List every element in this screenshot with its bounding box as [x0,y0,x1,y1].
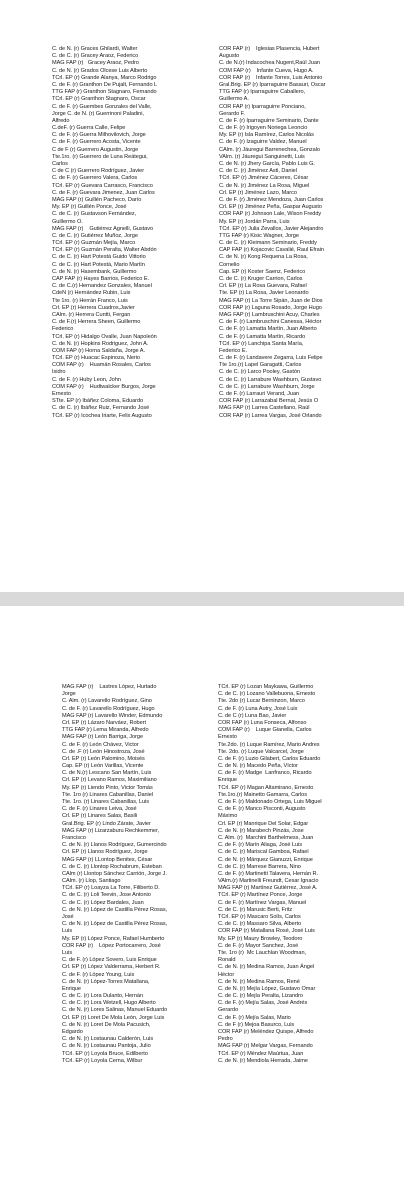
list-line: CAlm (r) Llontop Sánchez Carrión, Jorge J. [62,870,167,877]
list-line: MAG FAP (r) Guillén Pacheco, Darío [52,196,142,203]
list-line: C. de C. (r) Lora Wetzell, Hugo Alberto [62,1000,156,1007]
list-line: C. de N. (r) Jiménez La Rosa, Miguel [219,182,310,189]
list-line: TCrl. EP (r) Guzmán Peralta, Walter Abdón [52,247,157,254]
list-line: Tte.1ro. (r) Guerrero de Luna Reátegui, [52,153,148,160]
list-line: C. de C. (r) Ibáñez Ruiz, Fernando José [52,405,150,412]
list-line: C. de .F (r) León Hinostroza, José [62,748,145,755]
list-line: C. de N. (r) Medina Ramos, Juan Ángel [218,964,315,971]
list-line: COM FAP (r) Hudtwalcker Burgos, Jorge [52,383,156,390]
list-line: COR FAP (r) López Portocarrero, José [62,942,161,949]
list-line: COR FAP (r) Larrazabal Bernal, Jesús O [219,398,319,405]
list-line: My. EP (r) Maury Browley, Teodoro [218,935,303,942]
list-line: C. de F. (r) Granthon De Pujalt, Fernando L [52,81,158,88]
list-line: C. de N. (r) López de Castilla Pérez Rosas, [62,921,168,928]
list-line: TCrl. EP (r) Magan Altamirano, Ernesto [218,784,314,791]
list-line: C. de N. (r) Mendiola Herrada, Jaime [218,1057,308,1064]
list-line: C. de C. (r) Larco Pooley, Gastón [219,369,300,376]
list-line: Cap. EP (r) León Varillas, Vicente [62,763,144,770]
list-line: TCrl. EP (r) Hidalgo Ovalle, Juan Napoleón [52,333,157,340]
list-line: Guillermo A. [219,96,249,103]
list-line: Isidro [52,369,66,376]
list-line: C. de F. (r) Linares Leiva, José [62,806,137,813]
list-line: C. de N. (r) Lostaunau Pantoja, Julio [62,1043,151,1050]
list-line: Tte.1ro.(r) Mainetto Gamarra, Carlos [218,791,307,798]
list-line: C. de F. (r) León Chávez, Victor [62,741,139,748]
list-line: C. de F. (r) Mayor Sanchez, José [218,942,299,949]
list-line: Crl. EP (r) Lázaro Narváez, Robert [62,719,146,726]
list-line: Crl. EP (r) León Palomino, Moisés [62,755,145,762]
list-line: TCrl. EP (r) Loayza La Torre, Filiberto D. [62,885,160,892]
list-line: TCrl. EP (r) Loyola Cerna, Wilbur [62,1057,143,1064]
list-line: TCrl. EP (r) Icochea Iriarte, Felix Augusto [52,412,152,419]
list-line: Guillermo O. [52,218,83,225]
list-line: C. de C. (r) López Bardales, Juan [62,899,144,906]
list-line: MAG FAP (r) Martínez Gutiérrez, José A. [218,885,318,892]
list-line: C. de C. (r) Mejía Peralta, Lizandro [218,993,303,1000]
list-line: STte. EP (r) Ibáñez Coloma, Eduardo [52,398,144,405]
list-line: CAP FAP (r) Kojacovic Cavalié, Raul Efrain [219,247,324,254]
list-line: C. de F. (r) Guerra Milhovilovich, Jorge [52,132,146,139]
list-line: TCrl. EP (r) Granthon Stagnaro, Oscar [52,96,146,103]
list-line: C. de N. (r) Loret De Mola Pacusich, [62,1021,151,1028]
list-line: Crl. EP (r) Jiménez Lazo, Marco [219,189,297,196]
list-line: COM FAP (r) Horna Saldaña, Jorge A. [52,347,145,354]
list-line: C de F (r) Guerrero Augustin, Jorge [52,146,139,153]
list-line: C. de F. (r) Lamatta Martín, Juan Alberto [219,326,317,333]
list-line: TCrl. EP (r) Martínez Ponce, Jorge [218,892,303,899]
list-line: COR FAP (r) Iglesias Plasencia, Hubert [219,46,320,52]
list-line: C. de F. (r) Irigoyen Noriega Leoncio [219,125,308,132]
list-line: C. de C (r) Luna Bao, Javier [218,712,287,719]
list-line: TTG FAP (r) Iparraguirre Caballero, [219,89,306,96]
list-line: Enrique [62,985,81,992]
list-line: Crl. EP (r) Llanos Rodríguez, Jorge [62,849,148,856]
name-list-column-left [52,46,220,420]
list-line: COM FAP (r) Infante Cueva, Hugo A. [219,67,314,74]
list-line: CAlm. (r) Herrera Cuntti, Fergan [52,311,131,318]
list-line: MAG FAP (r) Larrea Castellano, Raúl [219,405,310,412]
list-line: TCrl. EP (r) Julia Zevallos, Javier Alejandro [219,225,324,232]
list-line: Crl. EP (r) Linares Salas, Basili [62,813,138,820]
list-line: C. de F. (r) Lambruschini Canessa, Héctor [219,319,322,326]
list-line: C. de N. (r) Grados Olcese Luis Alberto [52,67,148,74]
list-line: Crl. EP (r) López Valderrama, Herbert R. [62,964,161,971]
list-line: TCrl. EP (r) Mascaro Solís, Carlos [218,914,301,920]
list-line: Crl. EP (r) La Rosa Guevara, Rafael [219,283,307,290]
list-line: C. de C.(r) Hernandez Gonzales, Manuel [52,283,152,290]
list-line: MAG FAP (r) Gutiérrez Agnelli, Gustavo [52,225,154,232]
list-line: TTG FAP (r) Granthon Stagnaro, Fernando [52,89,157,96]
list-line: Tte. 1ro (r) Mc Lauchlan Woodman, [218,949,307,956]
list-line: TCrl. EP (r) Huacac Espinoza, Nerio [52,355,140,362]
list-line: C.deF. (r) Guerra Calle, Felipe [52,125,126,132]
list-line: COR FAP (r) Meléndez Quispe, Alfredo [218,1029,314,1035]
list-line: Crl. EP (r) Jiménez Peña, Gaspar Augusto [219,204,322,211]
list-line: Tte. 1ro (r) Linares Cabanillas, Daniel [62,791,154,798]
list-line: Ernesto [218,734,237,741]
list-line: MAG FAP (r) Lizarzaburu Rechkemmer, [62,827,159,834]
list-line: CAP FAP (r) Hayes Barrios, Federico E. [52,276,150,282]
list-line: C. de C. (r) Jiménez Asti, Daniel [219,168,297,175]
list-line: C. de F. (r) Mejía Salas, Mario [218,1014,291,1021]
list-line: C. de C. (r) Hart Potestá, Mario Martín [52,261,145,268]
list-line: TCrl. EP (r) Grande Alanya, Marco Rodrigo [52,74,157,81]
list-line: TCrl. EP (r) Guzmán Mejía, Marco [52,240,136,247]
list-line: TCrl. EP (r) Lanchipa Santa María, [219,340,304,347]
list-line: C. de C. (r) Kleimann Seminario, Freddy [219,240,317,247]
list-line: TCrl. EP (r) Jiménez Cáceres, César [219,175,309,182]
list-line: COR FAP (r) Larrea Vargas, José Orlando [219,412,322,419]
list-line: Luis [62,928,73,935]
list-line: Augusto [219,53,240,60]
list-line: C. de F. (r) Manco Pisconti, Augusto [218,806,306,813]
name-list-column-left [62,684,208,1065]
list-line: C. de C. (r) Lozano Vallebuona, Ernesto [218,691,316,698]
list-line: C. Alm. (r) Marchini Barthelmess, Juan [218,834,314,841]
list-line: My. EP (r) Jordán Parra, Luis [219,218,290,225]
list-line: C. de N. (r) Macedo Peña, Víctor [218,763,298,770]
list-line: C. de F. (r) Landavere Zegarra, Luis Felipe [219,355,323,362]
list-line: C. de N. (r) Mejía López, Gustavo Omar [218,985,316,992]
list-line: C. de F. (r) Luzio Gilabert, Carlos Eduardo [218,755,321,762]
document-page-top [0,0,404,592]
list-line: TCrl. EP (r) Loyola Bruce, Edilberto [62,1050,148,1057]
list-line: C. de N. (r) Marabech Pinzás, Jose [218,827,304,834]
list-line: C de C (r) Guerrero Rodríguez, Javier [52,168,145,175]
list-line: C. Alm. (r) Lavarello Rodríguez, Gino [62,698,152,705]
list-line: Tte 1ro. (r) Herrán Franco, Luis [52,297,128,304]
list-line: TCrl. EP (r) Lozan Maykawa, Guillermo [218,684,314,690]
list-line: COR FAP (r) Infante Torres, Luis Antonio [219,74,323,81]
list-line: TCrl. EP (r) Guevara Carrasco, Francisco [52,182,153,189]
list-line: Jorge C. de N. (r) Guerrinoni Paladini, [52,110,144,117]
list-line: C. de N. (r) Lostaunau Calderón, Luis [62,1036,154,1043]
list-line: C. de C. (r) Marusic Berti, Fritz [218,906,293,913]
list-line: Federico [52,326,74,333]
list-line: Pedro [218,1036,233,1043]
list-line: C. de N. (r) López-Torres Matallana, [62,978,150,985]
list-line: C. de N. (r) Kong Requena La Rosa, [219,254,308,261]
list-line: C. de N. (r) López de Castilla Pérez Rosas, [62,906,168,913]
list-line: C. de C. (r) Gustavson Fernández, [52,211,137,218]
list-line: MAG FAP (r) LLontop Benites, César [62,856,153,863]
list-line: Gral.Brig. EP (r) Iparraguirre Basauri, Oscar [219,81,326,88]
list-line: CAlm. (r) Jáuregui Barrenechea, Gonzalo [219,146,320,153]
list-line: MAG FAP (r) León Barriga, Jorge [62,734,144,741]
list-line: CdeN (r) Hernández Rubin, Luis [52,290,131,297]
list-line: My. EP (r) Liendo Pinto, Victor Tomás [62,784,153,791]
list-line: C. de C. (r) Lora Dulanto, Hernán [62,993,144,1000]
list-line: C. de F. (r) Guerrero Acosta, Vicente [52,139,141,146]
list-line: C. de F. (r) López Sovero, Luis Enrique [62,957,157,964]
list-line: VAlm.(r) Martinelli Freundt, Cesar Ignacio [218,878,319,885]
document-page-bottom [0,606,404,1200]
list-line: Ernesto [52,391,71,397]
list-line: C. de C. (r) Hart Potestá Guido Vittorio [52,254,146,261]
list-line: TTG FAP (r) Kisic Wagner, Jorge [219,232,299,239]
list-line: MAG FAP (r) Gracey Araoz, Pedro [52,60,139,67]
list-line: Luis [62,949,73,956]
list-line: Cornelio [219,261,240,268]
list-line: Edgardo [62,1029,83,1035]
list-line: C. de F. (r) Guembes Gonzales del Valle, [52,103,152,110]
list-line: C. de N.(r) Indacochea Nugent,Raúl Juan [219,60,320,67]
list-line: C. de N. (r) Jhery García, Pablo Luis G. [219,161,315,167]
list-line: C. de N.(r) Lescano San Martín, Luis [62,770,152,777]
list-line: C. de N. (r) Medina Ramos, René [218,978,300,985]
list-line: Tte. EP (r) La Rosa, Javier Leonardo [219,290,309,297]
list-line: C. de C. (r) Mariscal Gamboa, Rafael [218,849,309,856]
list-line: MAG FAP (r) Lavarello Winder, Edmundo [62,712,163,719]
list-line: C. de F. (r) Huby Leon, John [52,376,121,383]
list-line: COM FAP (r) Huamán Rosales, Carlos [52,362,151,369]
list-line: C. de N. (r) Hopkins Rodriguez, John A. [52,340,149,347]
list-line: COR FAP (r) Laguna Rosado, Jorge Hugo [219,304,322,311]
list-line: Gral.Brig. EP (r) Lindo Zárate, Javier [62,820,151,827]
list-line: C. de F. (r) Martínez Vargas, Manuel [218,899,307,906]
list-line: C. de F. (r) Marín Aliaga, José Luis [218,842,303,849]
list-line: COR FAP (r) Matallana Rosé, José Luis [218,928,315,935]
list-line: CAlm. (r) Llop, Santiago [62,878,121,885]
list-line: My. EP (r) Guillén Ponce, José [52,204,127,211]
list-line: C. de C. (r) Marrese Barrera, Nino [218,863,301,870]
list-line: Jorge [62,691,76,698]
list-line: C. de F.(r) Herrera Sheen, Guillermo [52,319,141,326]
list-line: C. de C. (r) Llontop Rochabrum, Esteban [62,863,162,870]
list-line: C. de C. (r) Massaro Silva, Alberto [218,921,302,928]
list-line: C. de N. (r) Graces Ghilardi, Walter [52,46,138,52]
list-line: C. de F. (r) Larrauri Verand, Juan [219,391,300,397]
list-line: MAG FAP (r) Lastres López, Hurtado [62,684,157,690]
list-line: C. de N. (r) Márquez Gianuzzi, Enrique [218,856,313,863]
list-line: C. de F. (r) Izaguirre Valdez, Manuel [219,139,307,146]
list-line: Tte. 1ro. (r) Linares Cabanillas, Luis [62,799,150,805]
list-line: Ronald [218,957,236,964]
list-line: MAG FAP (r) Melgar Vargas, Fernando [218,1043,313,1050]
list-line: Francisco [62,834,86,841]
list-line: C. de C. (r) Larrabure Washburn, Jorge [219,383,315,390]
list-line: C. de N. (r) Hasembank, Guillermo [52,268,137,275]
name-list-column-right [218,684,378,1065]
list-line: VAlm. (r) Jáuregui Sanguinetti, Luis [219,153,305,160]
list-line: My. EP (r) Isla Ramírez, Carlos Nicolás [219,132,314,139]
list-line: Crl. EP (r) Loret De Mola León, Jorge Luis [62,1014,165,1021]
list-line: Federico E. [219,347,248,354]
list-line: C. de F. (r) Madge Lanfranco, Ricardo [218,770,312,777]
list-line: Tte. 2do (r) Lucar Berninzon, Marco [218,698,305,705]
name-list-column-right [219,46,389,420]
list-line: C. de F. (r) Guerrero Valera, Carlos [52,175,138,182]
list-line: C. de C. (r) Loli Teevin, Jose Antonio [62,892,151,899]
list-line: Gerardo [218,1007,239,1014]
list-line: C. de F. (r) Guevara Jimenez, Juan Carlos [52,189,155,196]
list-line: C. de N. (r) Llanos Rodríguez, Gumercindo [62,842,167,849]
list-line: C. de F. (r) López Young, Luis [62,971,135,978]
list-line: C. de F. (r) Lavarello Rodríguez, Hugo [62,705,155,712]
list-line: Carlos [52,161,68,167]
list-line: C. de F. (r) Martinetti Talavera, Hernán R. [218,870,319,877]
list-line: C. de C. (r) Larrabure Washburn, Gustavo [219,376,322,383]
list-line: C. de F. (r) Mejía Salas, José Andrés [218,1000,308,1007]
list-line: C. de F. (r) Maldonado Ortega, Luis Miguel [218,799,322,805]
list-line: C. de N. (r) Lores Salinas, Manuel Eduardo [62,1007,168,1014]
list-line: Tte.2do. (r) Luque Ramírez, Mario Andres [218,741,320,748]
list-line: C. de F. (r) Luna Autry, José Luis [218,705,298,712]
list-line: My. EP (r) López Ponce, Rafael Humberto [62,935,165,942]
list-line: TCrl. EP (r) Méndez Maúrtua, Juan [218,1050,304,1057]
list-line: C. de F (r) Mejoa Basurco, Luis [218,1021,295,1028]
list-line: Héctor [218,971,235,978]
list-line: C. de C. (r) Gutiérrez Muñoz, Jorge [52,232,138,239]
list-line: Enrique [218,777,237,784]
list-line: COR FAP (r) Luna Fonseca, Alfonso [218,719,307,726]
list-line: Crl. EP (r) Levano Ramos, Maximiliano [62,777,157,784]
list-line: Tte. 2do. (r) Luque Valcarcel, Jorge [218,748,304,755]
list-line: COR FAP (r) Johnson Lale, Wison Freddy [219,211,322,218]
list-line: MAG FAP (r) Lambruschini Acuy, Charles [219,311,320,318]
list-line: Tte 1ro.(r) Lapel Garagatti, Carlos [219,362,302,369]
list-line: Gerardo F. [219,110,245,117]
list-line: C. de F. (r) Jiménez Mendoza, Juan Carlos [219,196,324,203]
list-line: C. de F. (r) Iparraguirre Seminario, Dante [219,117,319,124]
list-line: C. de F. (r) Lamatta Martín, Ricardo [219,333,306,340]
list-line: C. de C. (r) Kruger Carrion, Carlos [219,276,303,282]
list-line: COR FAP (r) Iparraguirre Ponciano, [219,103,306,110]
list-line: Crl. EP (r) Manrique Del Solar, Edgar [218,820,309,827]
list-line: COM FAP (r) Luque Gianella, Carlos [218,727,312,734]
list-line: José [62,914,74,920]
list-line: Máximo [218,813,238,820]
list-line: Crl. EP (r) Herrera Cuadros,Javier [52,304,135,311]
list-line: Alfredo [52,117,70,124]
list-line: MAG FAP (r) La Torre Sipán, Juan de Dios [219,297,323,304]
list-line: C. de C. (r) Gracey Araoz, Federico [52,53,139,60]
list-line: Cap. EP (r) Koster Saenz, Federico [219,268,306,275]
list-line: TTG FAP (r) Lema Miranda, Alfredo [62,727,149,734]
